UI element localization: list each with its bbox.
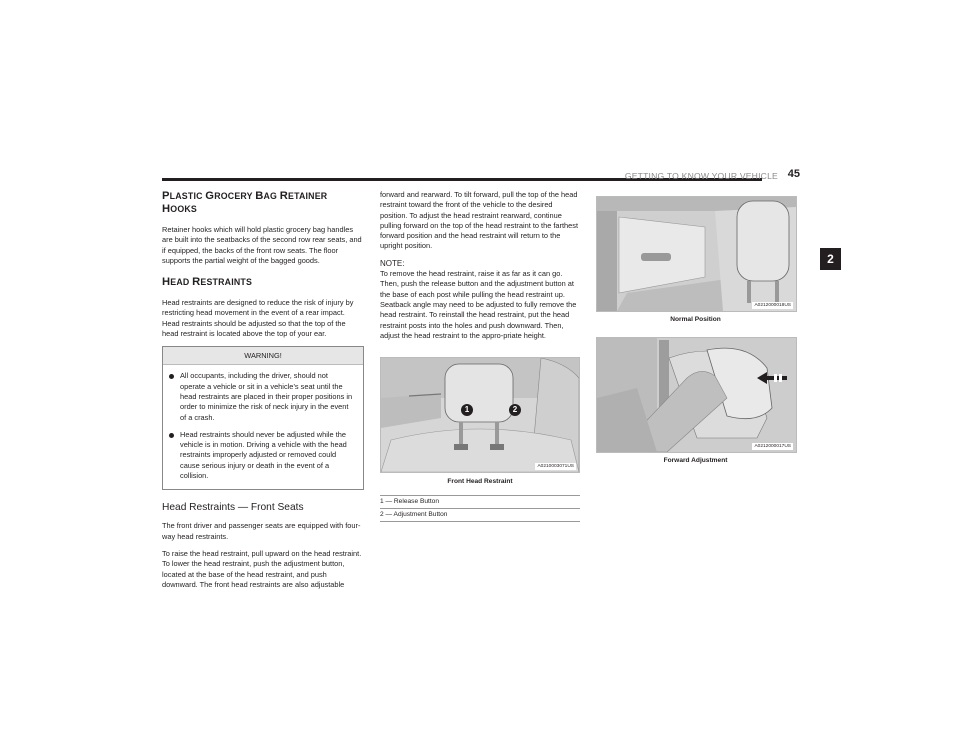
figure-caption: Forward Adjustment <box>663 457 728 464</box>
heading-front-seats: Head Restraints — Front Seats <box>162 502 304 514</box>
paragraph-head-restraints: Head restraints are designed to reduce the risk of injury by restricting head movement in the event of a rear impact. Head restraints should be adjusted so that the top of the head restraint is located above the top of your ear. <box>162 298 354 339</box>
column-1 <box>162 190 364 597</box>
figure-normal-position <box>596 196 797 312</box>
paragraph-tilt: forward and rearward. To tilt forward, pull the top of the head restraint toward the front of the vehicle to the desired position. To adjust the head restraint rearward, continue pulling forward on the top of the head restraint to the farthest forward position and the head restraint will return to the upright position. <box>380 190 579 251</box>
callout-1: 1 <box>461 404 473 416</box>
figure-caption: Front Head Restraint <box>447 478 513 486</box>
forward-adjustment-illustration <box>597 338 796 452</box>
page-number: 45 <box>787 168 800 180</box>
figure-front-head-restraint <box>380 357 580 473</box>
warning-item: Head restraints should never be adjusted while the vehicle is in motion. Driving a vehicle with the head restraints improperly adjusted or removed could cause serious injury or death in the event of a collision. <box>180 430 355 481</box>
figure-code: A0212000017US <box>754 444 791 449</box>
callout-2: 2 <box>509 404 521 416</box>
section-title: GETTING TO KNOW YOUR VEHICLE <box>624 171 778 181</box>
normal-position-illustration <box>597 197 796 311</box>
figure-legend <box>380 495 580 522</box>
front-head-restraint-illustration <box>381 358 579 472</box>
heading-head-restraints: HEAD RESTRAINTS <box>162 276 253 289</box>
figure-forward-adjustment <box>596 337 797 453</box>
figure-caption: Normal Position <box>670 316 721 323</box>
figure-code: A0210003071US <box>537 464 574 470</box>
legend-row: 2 — Adjustment Button <box>380 509 580 522</box>
page-header <box>162 168 800 184</box>
figure-code: A0212000018US <box>754 303 791 308</box>
legend-row: 1 — Release Button <box>380 496 580 509</box>
heading-grocery-bag-hooks: PLASTIC GROCERY BAG RETAINER HOOKS <box>162 190 328 215</box>
paragraph-grocery-hooks: Retainer hooks which will hold plastic grocery bag handles are built into the seatbacks of the second row rear seats, and if equipped, the backs of the front row seats. The floor supports the partial weight of the bagged goods. <box>162 225 362 265</box>
column-3 <box>596 196 797 464</box>
paragraph-four-way: The front driver and passenger seats are equipped with four-way head restraints. <box>162 521 361 541</box>
column-2 <box>380 190 580 522</box>
warning-title: WARNING! <box>163 347 363 365</box>
warning-item: All occupants, including the driver, should not operate a vehicle or sit in a vehicle’s seat until the head restraints are placed in their proper positions in order to minimize the risk of neck injury in the event of a crash. <box>180 371 355 422</box>
paragraph-raise-lower: To raise the head restraint, pull upward on the head restraint. To lower the head restraint, push the adjustment button, located at the base of the head restraint, and push downward. The front head restraints are also adjustable <box>162 548 362 589</box>
chapter-tab: 2 <box>820 248 841 270</box>
warning-box <box>162 346 364 490</box>
note-label: NOTE: <box>380 258 405 268</box>
note-text: To remove the head restraint, raise it as far as it can go. Then, push the release button and the adjustment button at the base of each post while pulling the head restraint up. Seatback angle may need to be adjusted to fully remove the head restraint. To reinstall the head restraint, put the head restraint posts into the holes and push downward. Then, adjust the head restraint to the appro-priate height. <box>380 269 577 340</box>
